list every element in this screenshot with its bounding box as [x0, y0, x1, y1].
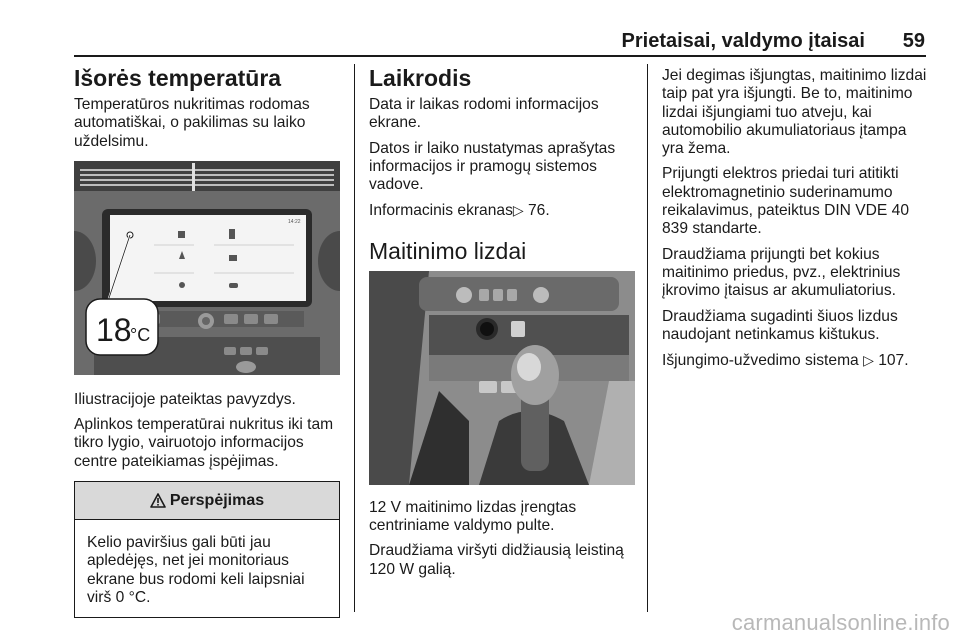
outside-temperature-intro: Temperatūros nukritimas rodomas automatiškai, o pakilimas su laiko uždelsimu.	[74, 96, 310, 150]
info-display-reference-page[interactable]: 76.	[528, 202, 550, 220]
column-divider-left	[354, 64, 355, 612]
section-heading-power-outlets: Maitinimo lizdai	[369, 237, 527, 264]
column-divider-right	[647, 64, 648, 612]
dashboard-illustration	[74, 161, 340, 375]
column-clock-power-outlets	[369, 64, 635, 586]
warning-text: Kelio paviršius gali būti jau apledėjęs, net jei monitoriaus ekrane bus rodomi keli laipsniai virš 0 °C.	[87, 534, 305, 606]
power-outlet-caption: 12 V maitinimo lizdas įrengtas centriniame valdymo pulte.	[369, 498, 577, 535]
page-number: 59	[902, 30, 925, 52]
figure-caption-example: Iliustracijoje pateiktas pavyzdys.	[74, 390, 296, 408]
header-rule	[74, 55, 926, 57]
dashboard-figure	[74, 161, 340, 375]
display-temperature-unit: °C	[130, 324, 151, 345]
stop-start-reference-page[interactable]: 107.	[878, 352, 909, 370]
power-outlet-note-4: Draudžiama sugadinti šiuos lizdus naudojant netinkamus kištukus.	[662, 307, 898, 343]
stop-start-reference-text: Išjungimo-užvedimo sistema	[662, 352, 859, 370]
warning-triangle-icon	[150, 493, 166, 508]
display-temperature-value: 18	[96, 311, 132, 348]
clock-paragraph-3	[369, 201, 635, 220]
warning-box-body	[75, 520, 339, 617]
page-header-title: Prietaisai, valdymo įtaisai	[621, 30, 865, 52]
info-display-reference-text: Informacinis ekranas	[369, 202, 513, 220]
warning-title: Perspėjimas	[169, 491, 265, 509]
outside-temperature-warning-text: Aplinkos temperatūrai nukritus iki tam tikro lygio, vairuotojo informacijos centre pateikiamas įspėjimas.	[74, 416, 334, 470]
warning-box	[74, 481, 340, 618]
power-outlet-note-1: Jei degimas išjungtas, maitinimo lizdai taip pat yra išjungti. Be to, maitinimo lizdai išjungiami tuo atveju, kai automobilio akumuliatoriaus įtampa yra žema.	[662, 67, 927, 158]
section-heading-outside-temperature: Išorės temperatūra	[74, 65, 282, 91]
power-outlet-note-2: Prijungti elektros priedai turi atitikti elektromagnetinio suderinamumo reikalavimus, pateiktus DIN VDE 40 839 standarte.	[662, 165, 909, 238]
warning-box-header	[75, 482, 339, 520]
reference-arrow-icon: ▷	[863, 352, 874, 369]
column-outside-temperature	[74, 64, 340, 618]
clock-paragraph-2: Datos ir laiko nustatymas aprašytas informacijos ir pramogų sistemos vadove.	[369, 139, 616, 194]
display-time: 14:22	[288, 218, 301, 225]
power-outlet-figure	[369, 271, 635, 485]
watermark: carmanualsonline.info	[731, 610, 950, 635]
reference-arrow-icon: ▷	[512, 202, 524, 219]
power-outlet-note-5	[662, 351, 928, 370]
power-outlet-max-power: Draudžiama viršyti didžiausią leistiną 120 W galią.	[369, 542, 624, 578]
power-outlet-note-3: Draudžiama prijungti bet kokius maitinimo priedus, pvz., elektrinius įkrovimo įtaisus ar akumuliatorius.	[662, 245, 901, 300]
clock-paragraph-1: Data ir laikas rodomi informacijos ekrane.	[369, 96, 599, 132]
column-power-outlet-notes	[662, 64, 928, 377]
power-outlet-illustration	[369, 271, 635, 485]
section-heading-clock: Laikrodis	[369, 65, 472, 91]
